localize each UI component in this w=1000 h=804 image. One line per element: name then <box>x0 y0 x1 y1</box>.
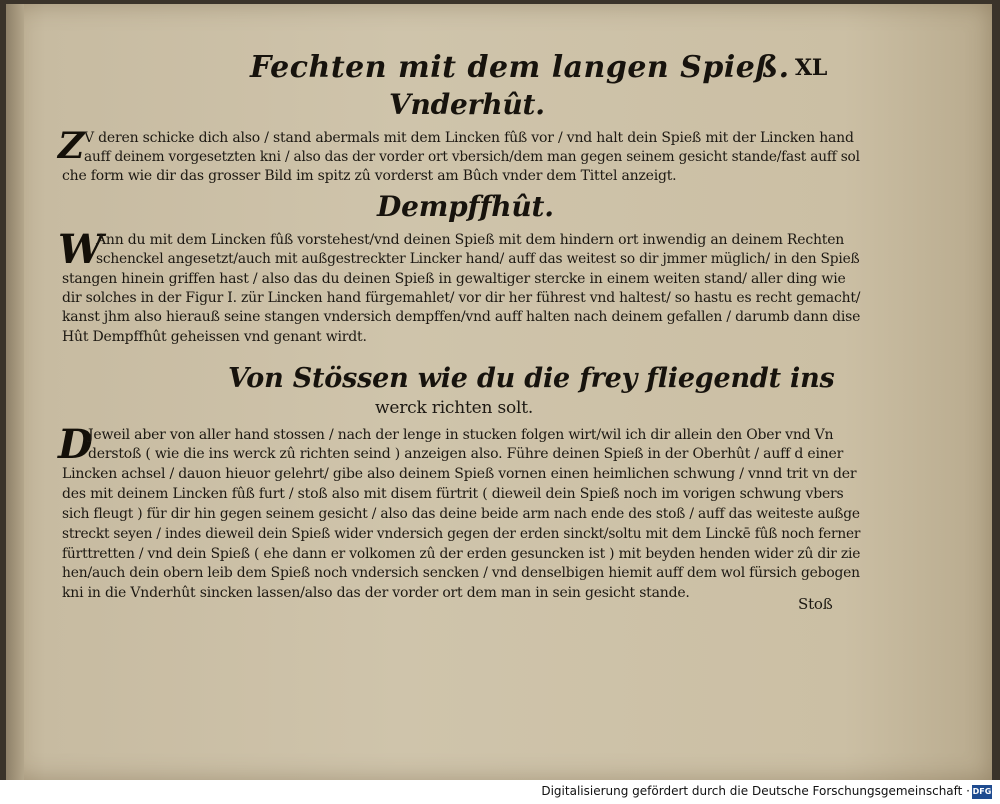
text-line: hen/auch dein obern leib dem Spieß noch vndersich sencken / vnd denselbigen hiemit auff dem wol fürsich gebogen <box>62 565 860 581</box>
text-line: schenckel angesetzt/auch mit außgestreckter Lincker hand/ auff das weitest so dir jmmer müglich/ in den Spieß <box>96 251 860 267</box>
text-line: Hût Dempffhût geheissen vnd genant wirdt. <box>62 329 367 345</box>
text-line: streckt seyen / indes dieweil dein Spieß wider vndersich gegen der erden sinckt/soltu mit dem Linckē fûß noch ferner <box>62 526 861 542</box>
text-line: fürttretten / vnd dein Spieß ( ehe dann er volkomen zû der erden gesuncken ist ) mit beyden henden wider zû dir zie <box>62 546 861 562</box>
text-line: stangen hinein griffen hast / also das du deinen Spieß in gewaltiger stercke in einem weiten stand/ aller ding wie <box>62 271 846 287</box>
section-heading-unterhut: Vnderhût. <box>389 88 545 121</box>
text-line: sich fleugt ) für dir hin gegen seinem gesicht / also das deine beide arm nach ende des stoß / auff das weiteste außge <box>62 506 860 522</box>
text-line: kanst jhm also hierauß seine stangen vndersich dempffen/vnd auff halten nach deinem gefallen / darumb dann dise <box>62 309 861 325</box>
catchword: Stoß <box>798 595 833 613</box>
text-line: che form wie dir das grosser Bild im spitz zû vorderst am Bûch vnder dem Tittel anzeigt. <box>62 168 677 184</box>
text-line: Ann du mit dem Lincken fûß vorstehest/vnd deinen Spieß mit dem hindern ort inwendig an deinem Rechten <box>96 232 845 248</box>
text-line: Lincken achsel / dauon hieuor gelehrt/ gibe also deinem Spieß vornen einen heimlichen schwung / vnnd trit vn der <box>62 466 857 482</box>
funding-credit: Digitalisierung gefördert durch die Deutsche Forschungsgemeinschaft · <box>541 784 970 798</box>
dropcap-initial: D <box>58 421 93 468</box>
text-line: des mit deinem Lincken fûß furt / stoß also mit disem fürtrit ( dieweil dein Spieß noch im vorigen schwung vbers <box>62 486 844 502</box>
text-line: kni in die Vnderhût sincken lassen/also das der vorder ort dem man in sein gesicht stande. <box>62 585 690 601</box>
dropcap-initial: Z <box>58 125 85 167</box>
section-heading-dempffhut: Dempffhût. <box>377 190 554 223</box>
dfg-logo-icon: DFG <box>972 785 992 799</box>
text-line: auff deinem vorgesetzten kni / also das der vorder ort vbersich/dem man gegen seinem gesicht stande/fast auff sol <box>84 149 860 165</box>
dropcap-initial: W <box>58 226 103 273</box>
section-heading-stoessen: Von Stössen wie du die frey fliegendt ins <box>228 363 835 394</box>
folio-number: XL <box>795 55 828 81</box>
page-binding-edge <box>6 4 24 780</box>
text-line: Jeweil aber von aller hand stossen / nach der lenge in stucken folgen wirt/wil ich dir allein den Ober vnd Vn <box>88 427 834 443</box>
text-line: V deren schicke dich also / stand abermals mit dem Lincken fûß vor / vnd halt dein Spieß mit der Lincken hand <box>84 130 854 146</box>
running-head: Fechten mit dem langen Spieß. <box>250 50 790 85</box>
text-line: derstoß ( wie die ins werck zû richten seind ) anzeigen also. Führe deinen Spieß in der Oberhût / auff d einer <box>88 446 844 462</box>
text-line: dir solches in der Figur I. zür Lincken hand fürgemahlet/ vor dir her führest vnd haltest/ so hastu es recht gemacht/ <box>62 290 861 306</box>
section-subheading: werck richten solt. <box>375 398 534 418</box>
